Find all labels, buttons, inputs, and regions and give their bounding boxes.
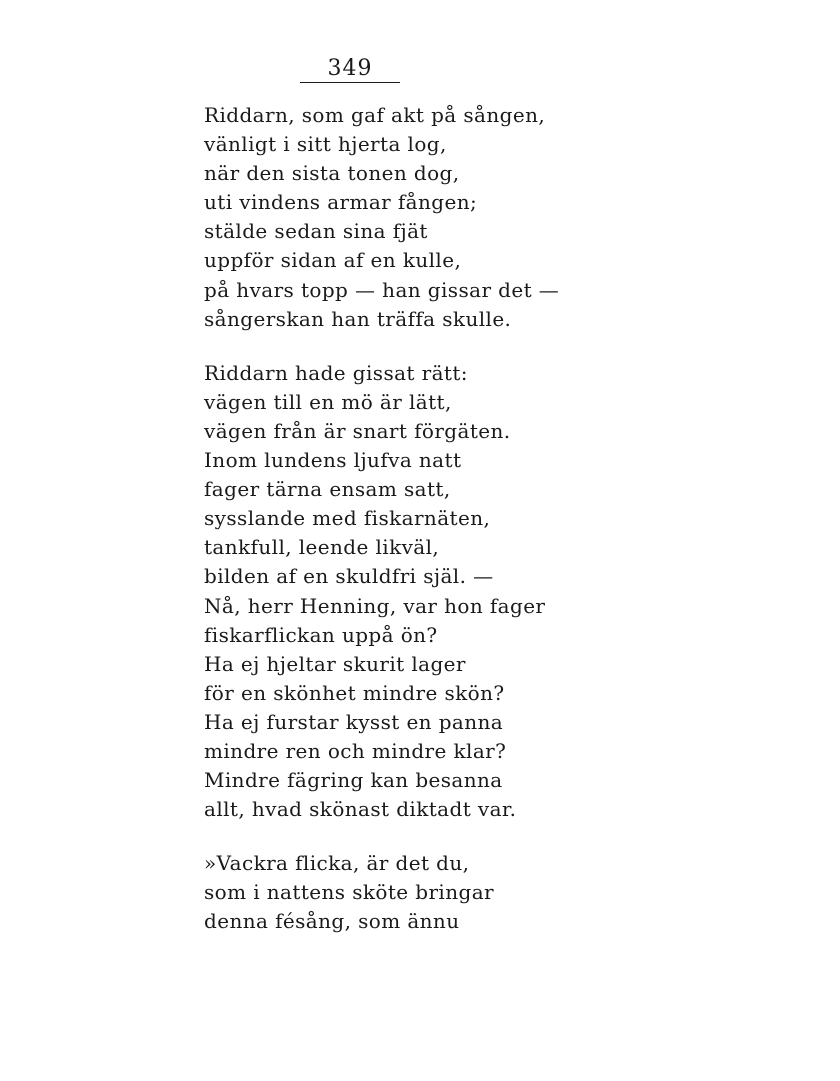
stanza-3	[204, 849, 604, 936]
verse-line: vägen till en mö är lätt,	[204, 389, 452, 414]
verse-line: som i nattens sköte bringar	[204, 880, 494, 905]
verse-line: Mindre fägring kan besanna	[204, 768, 503, 793]
verse-line: »Vackra flicka, är det du,	[204, 851, 470, 876]
page-number: 349	[327, 56, 373, 81]
verse-line: Riddarn hade gissat rätt:	[204, 360, 468, 385]
stanza-break	[204, 824, 604, 849]
verse-line: vägen från är snart förgäten.	[204, 418, 511, 443]
verse-line: Nå, herr Henning, var hon fager	[204, 593, 546, 618]
verse-line: bilden af en skuldfri själ. —	[204, 564, 494, 589]
verse-line: när den sista tonen dog,	[204, 161, 460, 186]
stanza-1	[204, 101, 604, 334]
verse-line: Inom lundens ljufva natt	[204, 448, 462, 473]
verse-line: uti vindens armar fången;	[204, 190, 478, 215]
verse-line: uppför sidan af en kulle,	[204, 248, 462, 273]
verse-line: denna fésång, som ännu	[204, 909, 460, 934]
verse-line: Riddarn, som gaf akt på sången,	[204, 103, 546, 127]
verse-line: stälde sedan sina fjät	[204, 219, 428, 244]
verse-line: sångerskan han träffa skulle.	[204, 306, 512, 331]
verse-line: sysslande med fiskarnäten,	[204, 506, 491, 531]
verse-line: Ha ej hjeltar skurit lager	[204, 651, 466, 676]
verse-line: för en skönhet mindre skön?	[204, 680, 505, 705]
poem	[204, 101, 604, 937]
verse-line: tankfull, leende likväl,	[204, 535, 440, 560]
verse-line: vänligt i sitt hjerta log,	[204, 132, 447, 157]
page-number-rule	[300, 82, 400, 83]
verse-line: mindre ren och mindre klar?	[204, 738, 507, 763]
stanza-2	[204, 359, 604, 825]
verse-line: fiskarflickan uppå ön?	[204, 622, 438, 647]
verse-line: på hvars topp — han gissar det —	[204, 277, 560, 302]
stanza-break	[204, 334, 604, 359]
verse-line: fager tärna ensam satt,	[204, 477, 451, 502]
verse-line: allt, hvad skönast diktadt var.	[204, 797, 517, 822]
verse-line: Ha ej furstar kysst en panna	[204, 709, 504, 734]
